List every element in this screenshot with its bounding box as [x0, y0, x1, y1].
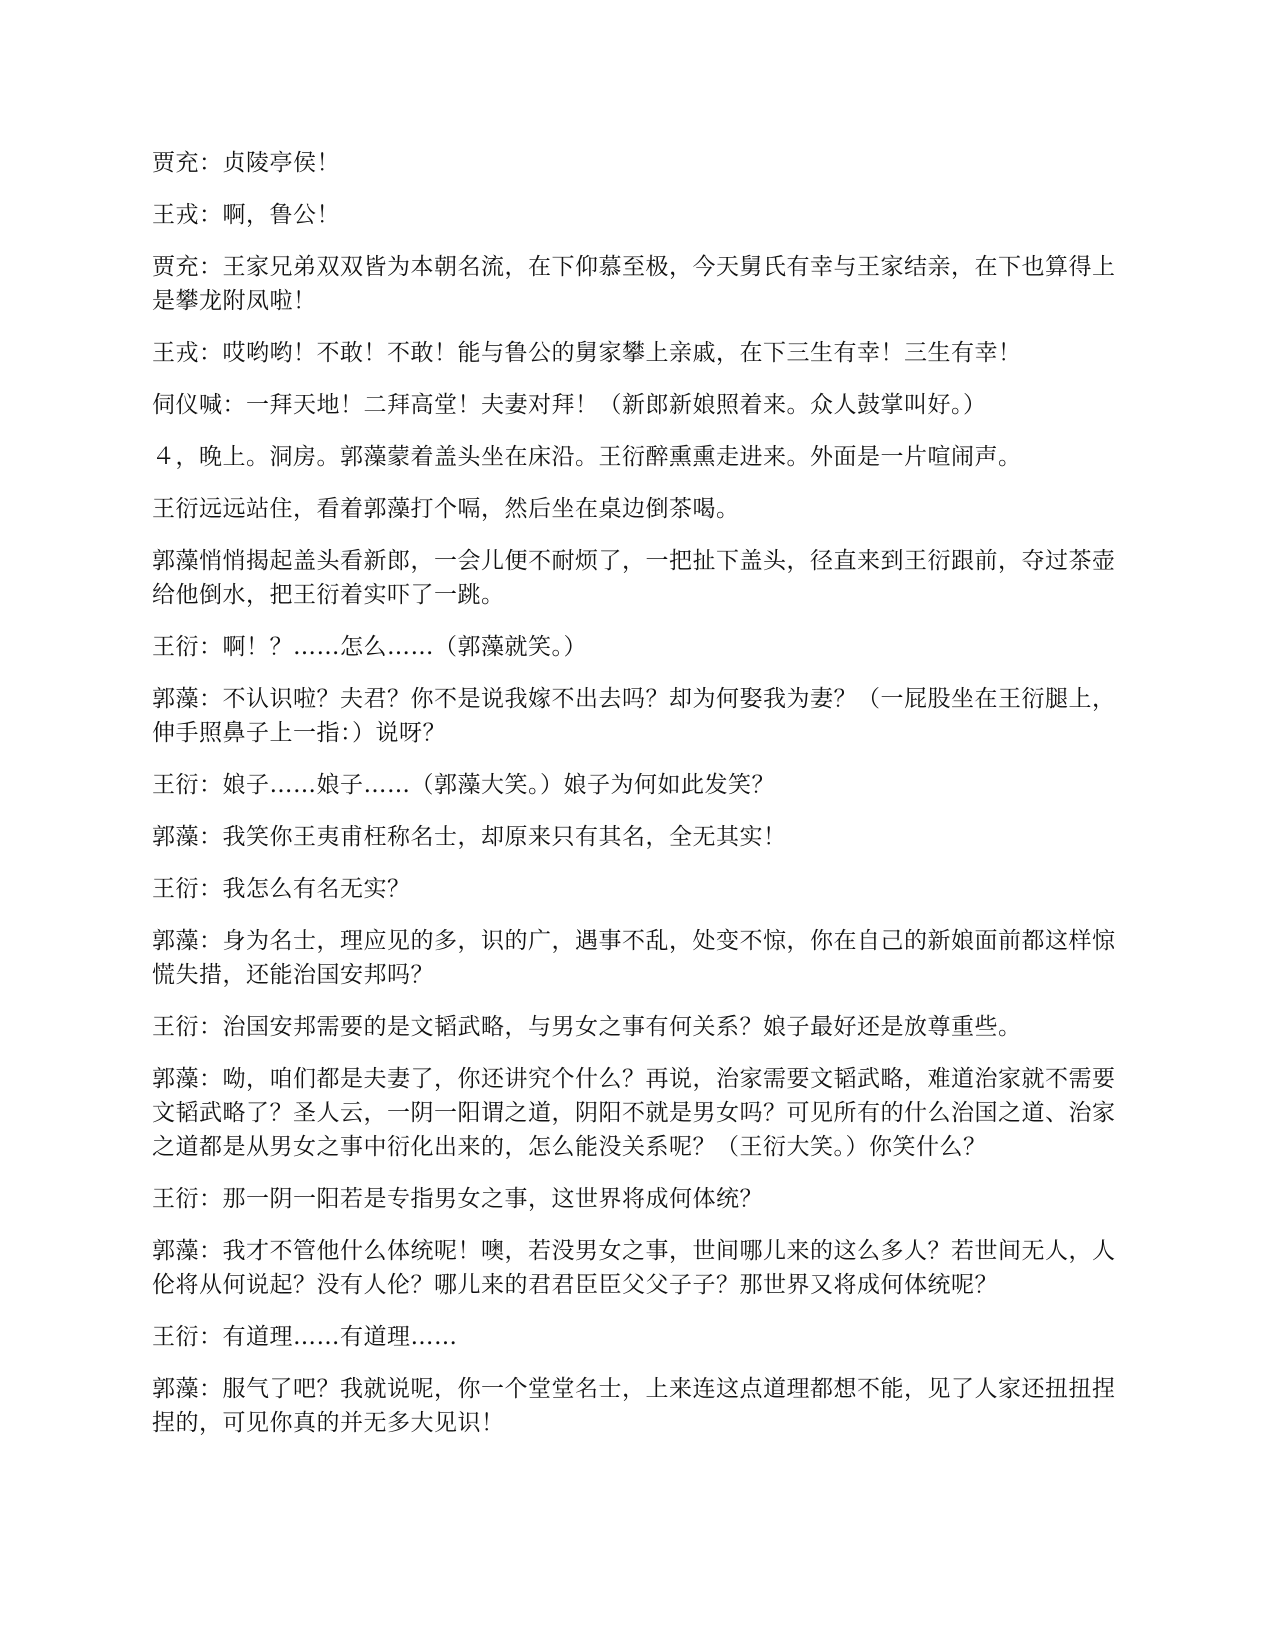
paragraph-15: 王衍：治国安邦需要的是文韬武略，与男女之事有何关系？娘子最好还是放尊重些。: [152, 1014, 1022, 1040]
paragraph-1: 贾充：贞陵亭侯！: [152, 150, 340, 176]
paragraph-3: 贾充：王家兄弟双双皆为本朝名流，在下仰慕至极，今天舅氏有幸与王家结亲，在下也算得上是攀龙附凤啦！: [152, 254, 1116, 314]
paragraph-2: 王戎：啊，鲁公！: [152, 202, 340, 228]
paragraph-10: 郭藻：不认识啦？夫君？你不是说我嫁不出去吗？却为何娶我为妻？（一屁股坐在王衍腿上，伸手照鼻子上一指：）说呀？: [152, 686, 1116, 746]
paragraph-13: 王衍：我怎么有名无实？: [152, 876, 411, 902]
paragraph-20: 郭藻：服气了吧？我就说呢，你一个堂堂名士，上来连这点道理都想不能，见了人家还扭扭捏捏的，可见你真的并无多大见识！: [152, 1376, 1116, 1436]
paragraph-9: 王衍：啊！？……怎么……（郭藻就笑。）: [152, 634, 587, 660]
paragraph-16: 郭藻：呦，咱们都是夫妻了，你还讲究个什么？再说，治家需要文韬武略，难道治家就不需要文韬武略了？圣人云，一阴一阳谓之道，阴阳不就是男女吗？可见所有的什么治国之道、治家之道都是从男女之事中衍化出来的，怎么能没关系呢？（王衍大笑。）你笑什么？: [152, 1066, 1116, 1160]
paragraph-7: 王衍远远站住，看着郭藻打个嗝，然后坐在桌边倒茶喝。: [152, 496, 740, 522]
document-body: [152, 146, 1127, 1458]
paragraph-12: 郭藻：我笑你王夷甫枉称名士，却原来只有其名，全无其实！: [152, 824, 787, 850]
paragraph-19: 王衍：有道理……有道理……: [152, 1324, 458, 1350]
paragraph-5: 伺仪喊：一拜天地！二拜高堂！夫妻对拜！（新郎新娘照着来。众人鼓掌叫好。）: [152, 392, 987, 418]
paragraph-18: 郭藻：我才不管他什么体统呢！噢，若没男女之事，世间哪儿来的这么多人？若世间无人，人伦将从何说起？没有人伦？哪儿来的君君臣臣父父子子？那世界又将成何体统呢？: [152, 1238, 1116, 1298]
paragraph-4: 王戎：哎哟哟！不敢！不敢！能与鲁公的舅家攀上亲戚，在下三生有幸！三生有幸！: [152, 340, 1022, 366]
paragraph-14: 郭藻：身为名士，理应见的多，识的广，遇事不乱，处变不惊，你在自己的新娘面前都这样惊慌失措，还能治国安邦吗？: [152, 928, 1116, 988]
paragraph-6: ４，晚上。洞房。郭藻蒙着盖头坐在床沿。王衍醉熏熏走进来。外面是一片喧闹声。: [152, 444, 1022, 470]
paragraph-11: 王衍：娘子……娘子……（郭藻大笑。）娘子为何如此发笑？: [152, 772, 775, 798]
paragraph-17: 王衍：那一阴一阳若是专指男女之事，这世界将成何体统？: [152, 1186, 763, 1212]
paragraph-8: 郭藻悄悄揭起盖头看新郎，一会儿便不耐烦了，一把扯下盖头，径直来到王衍跟前，夺过茶壶给他倒水，把王衍着实吓了一跳。: [152, 548, 1116, 608]
